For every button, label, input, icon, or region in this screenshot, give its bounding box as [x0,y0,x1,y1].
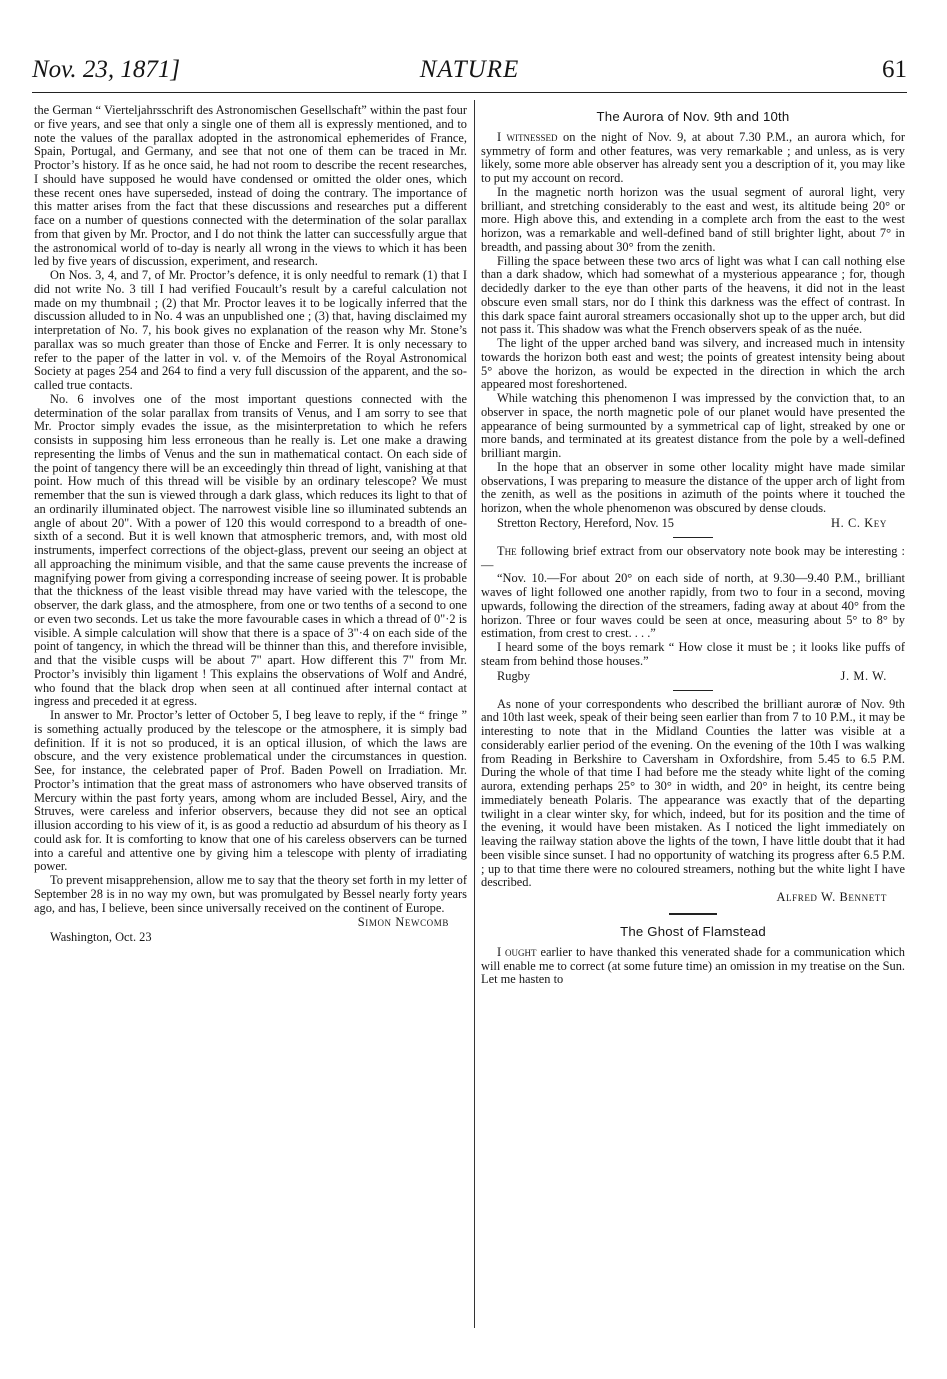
lead-word: The [497,543,517,558]
aurora-paragraph-3: Filling the space between these two arcs of light was what I can call nothing else than a dark shadow, which had somewhat of a mysterious appearance ; for, though decidedly darker to the eye than other parts of the heavens, it did not in the least obscure even small stars, nor do I think this darkness was the effect of contrast. In this dark space faint auroral streamers occasionally shot up to the upper arch, but did not pass it. This shadow was what the French observers speak of as the nuée. [481,253,905,337]
journal-title: NATURE [419,56,520,83]
signature-name: Alfred W. Bennett [776,890,887,904]
section-rule [669,913,717,915]
newcomb-paragraph-1: the German “ Vierteljahrsschrift des Astronomischen Gesellschaft” within the past four or five years, and see that only a single one of them all is expressly mentioned, and to note the values of the parallax adopted in the astronomical ephemerides of France, Spain, Portugal, and Germany, and see that not one of them can be traced in Mr. Proctor’s history. If as he once said, he had not room to describe the recent researches, I should have supposed he would have condensed or omitted the older ones, which these recent ones have superseded, instead of doing the contrary. The importance of this matter arises from the fact that these discussions and researches put a different face on a number of questions connected with the determination of the solar parallax from that given by Mr. Proctor, and I do not think the latter can successfully argue that the astronomical world of to-day is nearly all wrong in the views to which it has been led by five years of discussion, experiment, and research. [34,103,467,269]
ghost-heading: The Ghost of Flamstead [620,924,766,939]
newcomb-signature [34,916,467,930]
bennett-paragraph: As none of your correspondents who described the brilliant auroræ of Nov. 9th and 10th last week, speak of their being seen earlier than from 7 to 10 P.M., it may be interesting to note that in the Midland Counties the latter was visible at a considerably earlier period of the evening. On the evening of the 10th I was walking from Reading in Berkshire to Caversham in Oxfordshire, from 5.45 to 6.5 P.M. During the whole of that time I had before me the steady white light of the coming aurora, extending perhaps 25° to 30° in width, and 20° in height, its centre being immediately beneath Polaris. The appearance was exactly that of the departing twilight in a clear winter sky, for which, indeed, but for its position and the time of the evening, it would have been mistaken. As I noticed the light immediately on leaving the railway station above the lights of the town, I have little doubt that it had been visible since sunset. I had no opportunity of watching its progress after 6.5 P.M. ; up to that time there were no coloured streamers, nothing but the white light I have described. [481,696,905,890]
signature-name: Simon Newcomb [357,915,449,930]
page-number: 61 [882,56,907,83]
section-separator [673,690,713,691]
issue-date: Nov. 23, 1871] [32,56,181,83]
left-column [34,104,467,945]
signature-name: J. M. W. [840,668,887,683]
lead-word: I ought [497,944,537,959]
newcomb-paragraph-2: On Nos. 3, 4, and 7, of Mr. Proctor’s defence, it is only needful to remark (1) that I did not write No. 3 till I had verified Foucault’s result by a careful calculation not made on my thumbnail ; (2) that Mr. Proctor leaves it to be logically inferred that the discussion alluded to in No. 4 was an unpublished one ; (3) that, having disclaimed my interpretation of No. 7, his book gives no explanation of the reason why Mr. Stone’s parallax was so much greater than those of Encke and Ferrer. It is only necessary to refer to the paper of the latter in vol. v. of the Memoirs of the Royal Astronomical Society at pages 254 and 264 to find a very full discussion of the apparent, and the so-called true contacts. [34,268,467,392]
extract-boys-remark: I heard some of the boys remark “ How close it must be ; it looks like puffs of steam from behind those houses.” [481,640,905,668]
column-divider [474,100,475,1328]
key-signature [481,517,905,531]
right-column [481,104,905,987]
signature-place: Rugby [497,668,531,683]
ghost-paragraph: I ought earlier to have thanked this venerated shade for a communication which will enable me to correct (at some future time) an omission in my treatise on the Sun. Let me hasten to [481,944,905,987]
signature-place: Washington, Oct. 23 [50,930,152,945]
signature-name: H. C. Key [831,515,887,530]
extract-quote: “Nov. 10.—For about 20° on each side of north, at 9.30—9.40 P.M., brilliant waves of light followed one another rapidly, from two to four in a second, moving upwards, following the direction of the streamers, fading away at about 40° from the horizon. Three or four waves could be seen at once, measuring about 5° to 8° by estimation, from crest to crest. . . .” [481,571,905,641]
running-head [32,56,907,93]
aurora-paragraph-5: While watching this phenomenon I was impressed by the conviction that, to an observer in space, the north magnetic pole of our planet would have presented the appearance of being surmounted by a symmetrical cap of light, streaked by one or more bands, and terminated at its greatest distance from the pole by a well-defined brilliant margin. [481,391,905,460]
aurora-paragraph-6: In the hope that an observer in some other locality might have made similar observations, I was preparing to measure the distance of the upper arch of light from the zenith, as well as the positions in azimuth of the points where it touched the horizon, when the whole phenomenon was obscured by dense clouds. [481,459,905,515]
newcomb-paragraph-5: To prevent misapprehension, allow me to say that the theory set forth in my letter of September 28 is in no way my own, but was promulgated by Bessel nearly forty years ago, and has, I believe, been since universally received on the continent of Europe. [34,873,467,915]
jmw-signature [481,670,905,684]
aurora-paragraph-1: I witnessed on the night of Nov. 9, at about 7.30 P.M., an aurora which, for symmetry of form and other features, was very remarkable ; and unless, as is very likely, some more able observer has already sent you a description of it, you may like to put my account on record. [481,129,905,185]
newcomb-paragraph-3: No. 6 involves one of the most important questions connected with the determination of the solar parallax from transits of Venus, and I am sorry to see that Mr. Proctor simply evades the issue, as the misinterpretation to which he refers consists in supposing him less erroneous than he really is. Let one make a drawing representing the limbs of Venus and the sun in mathematical contact. On each side of the point of tangency there will be an exceedingly thin thread of light, vanishing at that point. How much of this thread will be visible by an ordinary telescope? We must remember that the sun is viewed through a dark glass, which reduces its light to that of an ordinarily illuminated object. The narrowest visible line so illuminated subtends an angle of about 20". With a power of 120 this would correspond to a breadth of one-sixth of a second. But it is well known that atmospheric tremors, and, with most old instruments, imperfect corrections of the object-glass, prevent our seeing an object at all approaching the minimum visible, and that the same cause prevents the increase of magnifying power from giving a corresponding increase of seeing power. It is probable that the thickness of the least visible thread may have varied with the telescope, the observer, the dark glass, and the atmosphere, from one or two tenths of a second to one or even two seconds. Let us take the more favourable cases in which a thread of 0"·2 is visible. A simple calculation will show that there is a space of 3"·4 on each side of the point of tangency, in which the thread will be thinner than this, and therefore invisible, and that the visible cusps will be about 7" apart. How different this 7" from Mr. Proctor’s invisibly thin ligament ! This explains the observations of Wolf and André, who found that the black drop when seen at all continued after internal contact at ingress and preceded it at egress. [34,391,467,709]
signature-place: Stretton Rectory, Hereford, Nov. 15 [497,515,674,530]
bennett-signature [481,891,905,905]
aurora-heading: The Aurora of Nov. 9th and 10th [596,109,790,124]
section-separator [673,537,713,538]
aurora-paragraph-4: The light of the upper arched band was silvery, and increased much in intensity towards the horizon both east and west; the points of greatest intensity being about 5° above the horizon, as would be expected in the direction in which the arch appeared most foreshortened. [481,336,905,392]
aurora-paragraph-2: In the magnetic north horizon was the usual segment of auroral light, very brilliant, and stretching considerably to the east and west, its altitude being 20° or more. High above this, and extending in a complete arch from the east to the west horizon, was a remarkable and well-defined band of still brighter light, about 7° in breadth, and passing about 30° from the zenith. [481,184,905,254]
lead-word: I witnessed [497,129,558,144]
newcomb-dateline [34,931,467,945]
newcomb-paragraph-4: In answer to Mr. Proctor’s letter of October 5, I beg leave to reply, if the “ fringe ” is something actually produced by the telescope or the atmosphere, it is simply bad definition. If it is not so produced, it is an optical illusion, of which the laws are obscure, and the very existence problematical under the circumstances in question. See, for instance, the celebrated paper of Prof. Baden Powell on Irradiation. Mr. Proctor’s intimation that the great mass of astronomers who have observed transits of Mercury within the past forty years, among whom are included Bessel, Airy, and the Struves, were careless and inferior observers, because they did not see an optical illusion according to his view of it, is as good a reductio ad absurdum of his theory as I could ask for. It is comforting to know that one of his careless observers can be turned into a careful and attentive one by giving him a telescope with plenty of irradiating power. [34,708,467,874]
extract-intro: The following brief extract from our observatory note book may be interesting :— [481,543,905,572]
